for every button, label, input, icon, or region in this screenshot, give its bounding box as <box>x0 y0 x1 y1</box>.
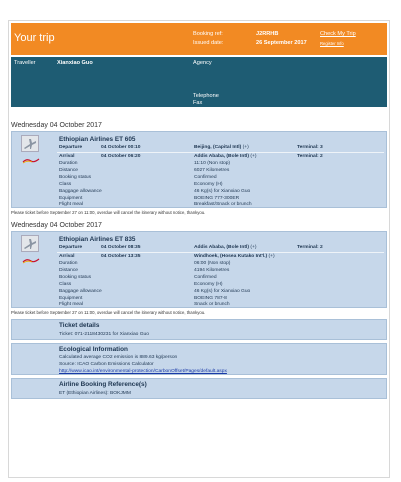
emission-source: Source: ICAO Carbon Emissions Calculator <box>59 362 154 367</box>
departure-label: Departure <box>59 145 83 150</box>
duration-value: 11:10 (Non stop) <box>194 161 231 166</box>
arrival-label: Arrival <box>59 254 75 259</box>
register-info-link[interactable]: Register Info <box>320 41 344 46</box>
traveller-label: Traveller <box>14 60 36 66</box>
ethiopian-airlines-logo-icon <box>22 158 40 164</box>
flight-meal-value: Breakfast/Snack or brunch <box>194 202 252 207</box>
booking-ref-value: J2RRHB <box>256 31 279 37</box>
issued-date-value: 26 September 2017 <box>256 40 307 46</box>
baggage-label: Baggage allowance <box>59 289 102 294</box>
arrival-time: 04 October 06:20 <box>101 154 141 159</box>
class-label: Class <box>59 282 72 287</box>
airplane-icon <box>21 135 39 152</box>
departure-terminal: Terminal: 2 <box>297 245 323 250</box>
telephone-label: Telephone <box>193 93 219 99</box>
baggage-value: 46 Kg(s) for Xianxiao Guo <box>194 189 251 194</box>
departure-time: 04 October 08:35 <box>101 245 141 250</box>
distance-label: Distance <box>59 268 79 273</box>
flight-meal-value: Snack or brunch <box>194 302 230 307</box>
flight-segment <box>11 231 387 308</box>
arrival-place: Windhoek, (Hosea Kutako Int'l.) (+) <box>194 254 275 259</box>
distance-value: 4194 Kilometres <box>194 268 230 273</box>
booking-status-label: Booking status <box>59 275 92 280</box>
ticketing-notice: Please ticket before September 27 on 11:00, overdue will cancel the itinerary without notice, thankyou. <box>11 210 206 215</box>
issued-date-label: Issued date: <box>193 40 224 46</box>
ticket-details-panel <box>11 319 387 340</box>
ecological-info-panel <box>11 343 387 375</box>
page-title: Your trip <box>14 32 55 44</box>
traveller-panel <box>11 57 387 107</box>
class-value: Economy (H) <box>194 282 223 287</box>
arrival-label: Arrival <box>59 154 75 159</box>
equipment-label: Equipment <box>59 196 83 201</box>
icao-carbon-link[interactable]: http://www.icao.int/environmental-protection/CarbonOffset/Pages/default.aspx <box>59 369 227 374</box>
airplane-icon <box>21 235 39 252</box>
airline-booking-ref-value: ET (Ethiopian Airlines): BOKJMM <box>59 391 131 396</box>
flight-title: Ethiopian Airlines ET 835 <box>59 236 136 243</box>
flight-date: Wednesday 04 October 2017 <box>11 222 102 229</box>
ecological-info-heading: Ecological Information <box>59 346 128 353</box>
duration-label: Duration <box>59 161 78 166</box>
class-value: Economy (H) <box>194 182 223 187</box>
distance-value: 6027 Kilometres <box>194 168 230 173</box>
flight-meal-label: Flight meal <box>59 202 83 207</box>
ticketing-notice: Please ticket before September 27 on 11:00, overdue will cancel the itinerary without notice, thankyou. <box>11 310 206 315</box>
arrival-time: 04 October 13:35 <box>101 254 141 259</box>
distance-label: Distance <box>59 168 79 173</box>
agency-label: Agency <box>193 60 212 66</box>
flight-segment <box>11 131 387 208</box>
flight-meal-label: Flight meal <box>59 302 83 307</box>
equipment-value: BOEING 787-8 <box>194 296 227 301</box>
flight-date: Wednesday 04 October 2017 <box>11 122 102 129</box>
booking-status-value: Confirmed <box>194 275 217 280</box>
departure-terminal: Terminal: 3 <box>297 145 323 150</box>
departure-time: 04 October 00:10 <box>101 145 141 150</box>
departure-place: Addis Ababa, (Bole Intl) (+) <box>194 245 257 250</box>
flight-title: Ethiopian Airlines ET 605 <box>59 136 136 143</box>
fax-label: Fax <box>193 100 203 106</box>
co2-emission: Calculated average CO2 emission is 889.63 kg/person <box>59 355 178 360</box>
trip-header <box>11 23 387 55</box>
booking-ref-label: Booking ref: <box>193 31 223 37</box>
baggage-label: Baggage allowance <box>59 189 102 194</box>
equipment-label: Equipment <box>59 296 83 301</box>
ticket-details-heading: Ticket details <box>59 322 100 329</box>
baggage-value: 46 Kg(s) for Xianxiao Guo <box>194 289 251 294</box>
equipment-value: BOEING 777-300ER <box>194 196 240 201</box>
arrival-terminal: Terminal: 2 <box>297 154 323 159</box>
duration-value: 06:00 (Non stop) <box>194 261 231 266</box>
ticket-number: Ticket: 071-2118430231 for Xianxiao Guo <box>59 332 149 337</box>
ethiopian-airlines-logo-icon <box>22 258 40 264</box>
departure-label: Departure <box>59 245 83 250</box>
booking-status-value: Confirmed <box>194 175 217 180</box>
class-label: Class <box>59 182 72 187</box>
airline-booking-ref-heading: Airline Booking Reference(s) <box>59 381 147 388</box>
booking-status-label: Booking status <box>59 175 92 180</box>
traveller-name: Xianxiao Guo <box>57 60 93 66</box>
check-my-trip-link[interactable]: Check My Trip <box>320 31 356 37</box>
arrival-place: Addis Ababa, (Bole Intl) (+) <box>194 154 257 159</box>
airline-booking-ref-panel <box>11 378 387 399</box>
departure-place: Beijing, (Capital Intl) (+) <box>194 145 249 150</box>
duration-label: Duration <box>59 261 78 266</box>
itinerary-page <box>8 20 390 478</box>
